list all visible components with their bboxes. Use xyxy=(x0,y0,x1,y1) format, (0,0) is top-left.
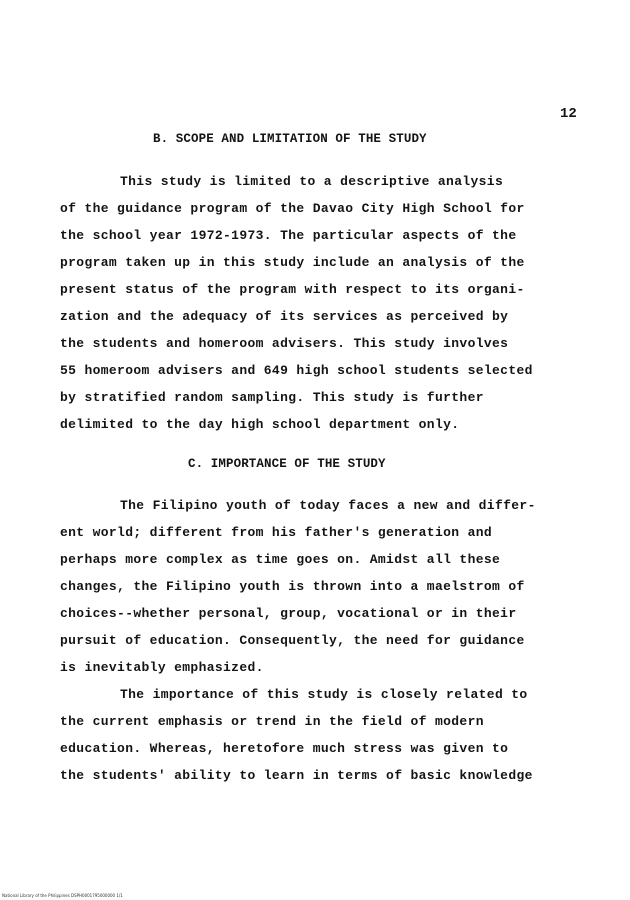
paragraph-line: ent world; different from his father's generation and xyxy=(60,525,493,540)
paragraph-line: pursuit of education. Consequently, the need for guidance xyxy=(60,633,525,648)
paragraph-line: zation and the adequacy of its services as perceived by xyxy=(60,309,509,324)
paragraph-line: The importance of this study is closely related to xyxy=(120,687,528,702)
paragraph-line: perhaps more complex as time goes on. Amidst all these xyxy=(60,552,501,567)
paragraph-line: changes, the Filipino youth is thrown into a maelstrom of xyxy=(60,579,525,594)
paragraph-line: the current emphasis or trend in the field of modern xyxy=(60,714,484,729)
paragraph-line: is inevitably emphasized. xyxy=(60,660,264,675)
paragraph-line: present status of the program with respect to its organi- xyxy=(60,282,525,297)
paragraph-line: 55 homeroom advisers and 649 high school students selected xyxy=(60,363,533,378)
paragraph-line: delimited to the day high school department only. xyxy=(60,417,460,432)
paragraph-line: This study is limited to a descriptive analysis xyxy=(120,174,504,189)
page-number: 12 xyxy=(560,106,577,122)
archive-footer: National Library of the Philippines DSPH0001795000000 1/1 xyxy=(2,893,123,898)
paragraph-line: program taken up in this study include an analysis of the xyxy=(60,255,525,270)
paragraph-line: of the guidance program of the Davao City High School for xyxy=(60,201,525,216)
paragraph-line: The Filipino youth of today faces a new and differ- xyxy=(120,498,536,513)
paragraph-line: choices--whether personal, group, vocational or in their xyxy=(60,606,517,621)
paragraph-line: education. Whereas, heretofore much stress was given to xyxy=(60,741,509,756)
section-c-heading: C. IMPORTANCE OF THE STUDY xyxy=(188,457,386,471)
section-b-heading: B. SCOPE AND LIMITATION OF THE STUDY xyxy=(153,132,427,146)
paragraph-line: by stratified random sampling. This study is further xyxy=(60,390,484,405)
paragraph-line: the students' ability to learn in terms of basic knowledge xyxy=(60,768,533,783)
paragraph-line: the students and homeroom advisers. This study involves xyxy=(60,336,509,351)
paragraph-line: the school year 1972-1973. The particular aspects of the xyxy=(60,228,517,243)
